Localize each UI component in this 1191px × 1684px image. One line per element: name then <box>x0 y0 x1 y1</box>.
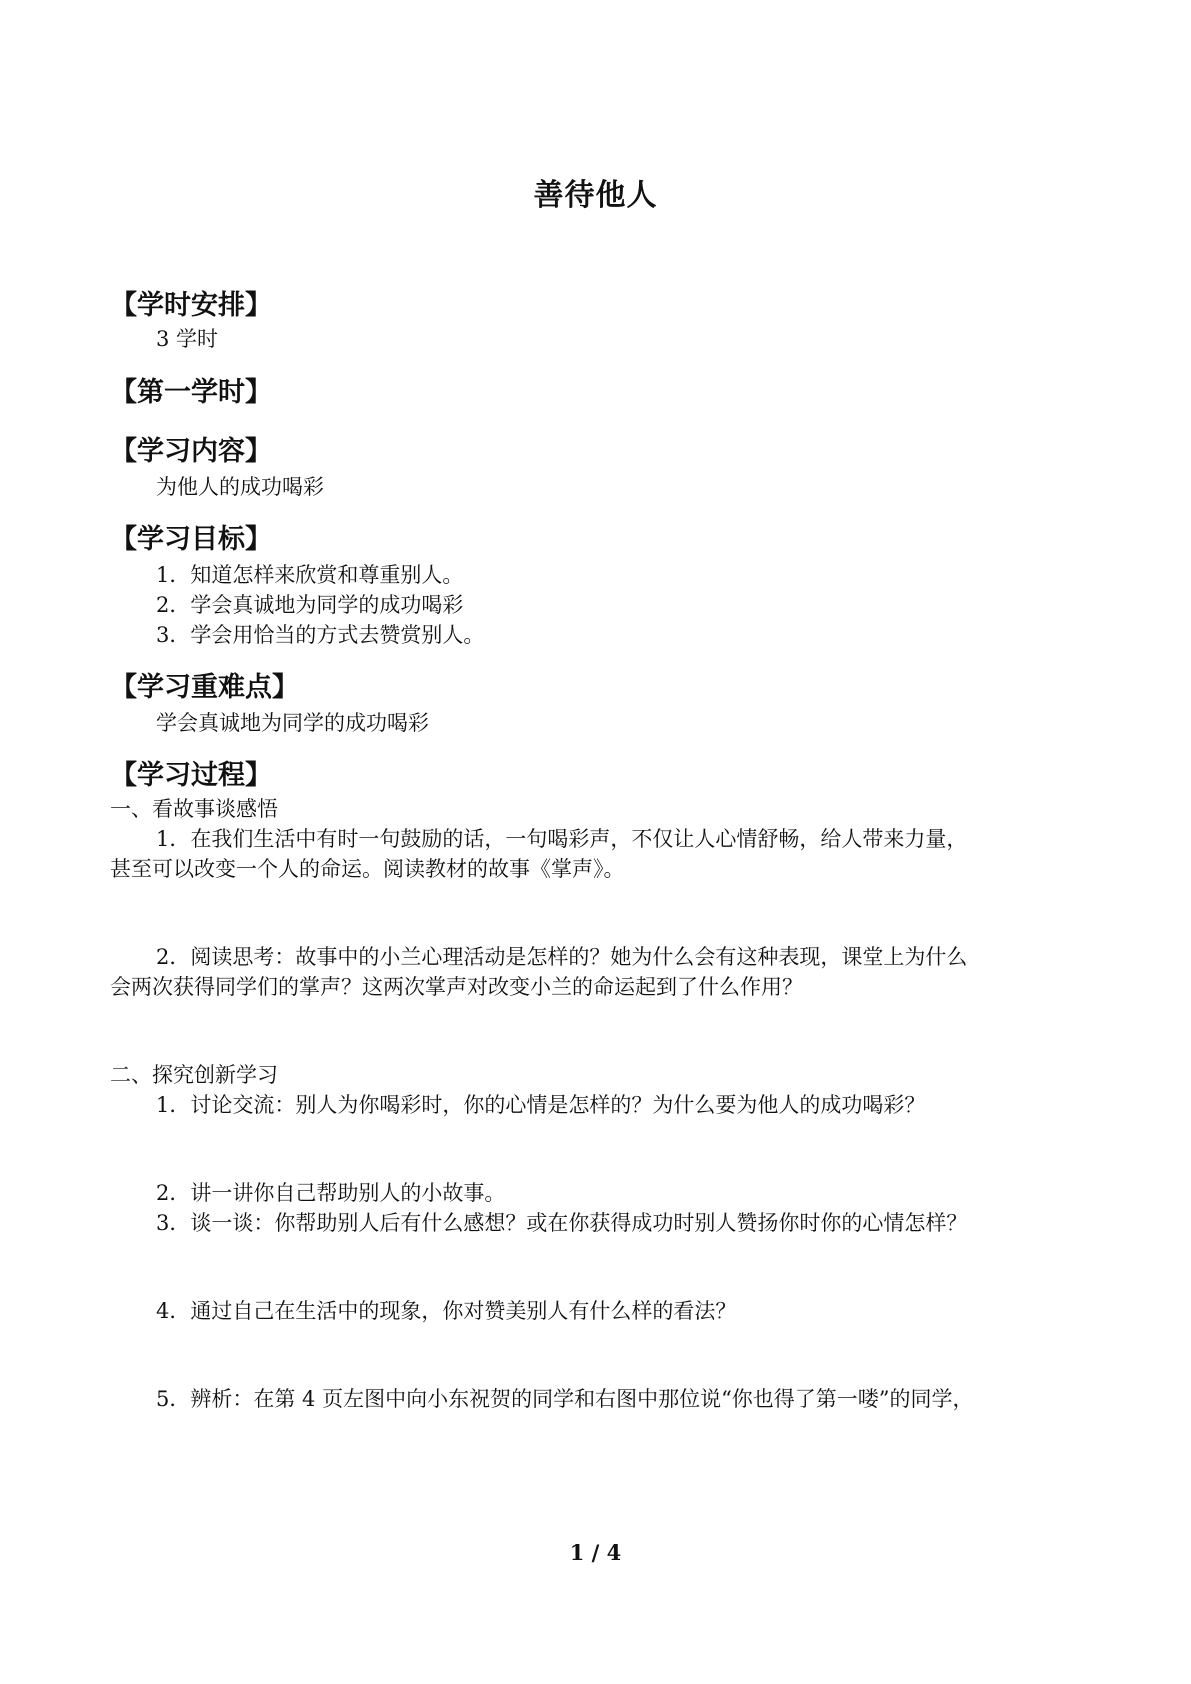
schedule-heading: 【学时安排】 <box>110 290 272 321</box>
process-part2-item1: 1．讨论交流：别人为你喝彩时，你的心情是怎样的？为什么要为他人的成功喝彩？ <box>156 1093 926 1117</box>
goal-item-3: 3．学会用恰当的方式去赞赏别人。 <box>156 623 485 647</box>
process-part1-item1-line1: 1．在我们生活中有时一句鼓励的话，一句喝彩声，不仅让人心情舒畅，给人带来力量， <box>156 827 968 851</box>
goal-item-1: 1．知道怎样来欣赏和尊重别人。 <box>156 563 464 587</box>
page-number: 1 / 4 <box>569 1540 622 1565</box>
process-part2-title: 二、探究创新学习 <box>110 1063 278 1087</box>
content-heading: 【学习内容】 <box>110 436 272 467</box>
key-points-value: 学会真诚地为同学的成功喝彩 <box>156 711 429 735</box>
goals-heading: 【学习目标】 <box>110 524 272 555</box>
process-part2-item3: 3．谈一谈：你帮助别人后有什么感想？或在你获得成功时别人赞扬你时你的心情怎样？ <box>156 1211 968 1235</box>
process-part1-item1-line2: 甚至可以改变一个人的命运。阅读教材的故事《掌声》。 <box>110 857 625 881</box>
process-part1-title: 一、看故事谈感悟 <box>110 797 278 821</box>
page-title: 善待他人 <box>533 178 658 213</box>
goal-item-2: 2．学会真诚地为同学的成功喝彩 <box>156 593 464 617</box>
process-part2-item2: 2．讲一讲你自己帮助别人的小故事。 <box>156 1181 506 1205</box>
schedule-value: 3 学时 <box>156 327 219 351</box>
process-part2-item5: 5．辨析：在第 4 页左图中向小东祝贺的同学和右图中那位说“你也得了第一喽”的同学， <box>156 1387 974 1411</box>
content-value: 为他人的成功喝彩 <box>156 475 324 499</box>
first-period-heading: 【第一学时】 <box>110 377 272 408</box>
process-heading: 【学习过程】 <box>110 760 272 791</box>
key-points-heading: 【学习重难点】 <box>110 672 299 703</box>
process-part1-item2-line2: 会两次获得同学们的掌声？这两次掌声对改变小兰的命运起到了什么作用？ <box>110 975 803 999</box>
process-part2-item4: 4．通过自己在生活中的现象，你对赞美别人有什么样的看法？ <box>156 1299 737 1323</box>
process-part1-item2-line1: 2．阅读思考：故事中的小兰心理活动是怎样的？她为什么会有这种表现，课堂上为什么 <box>156 945 968 969</box>
